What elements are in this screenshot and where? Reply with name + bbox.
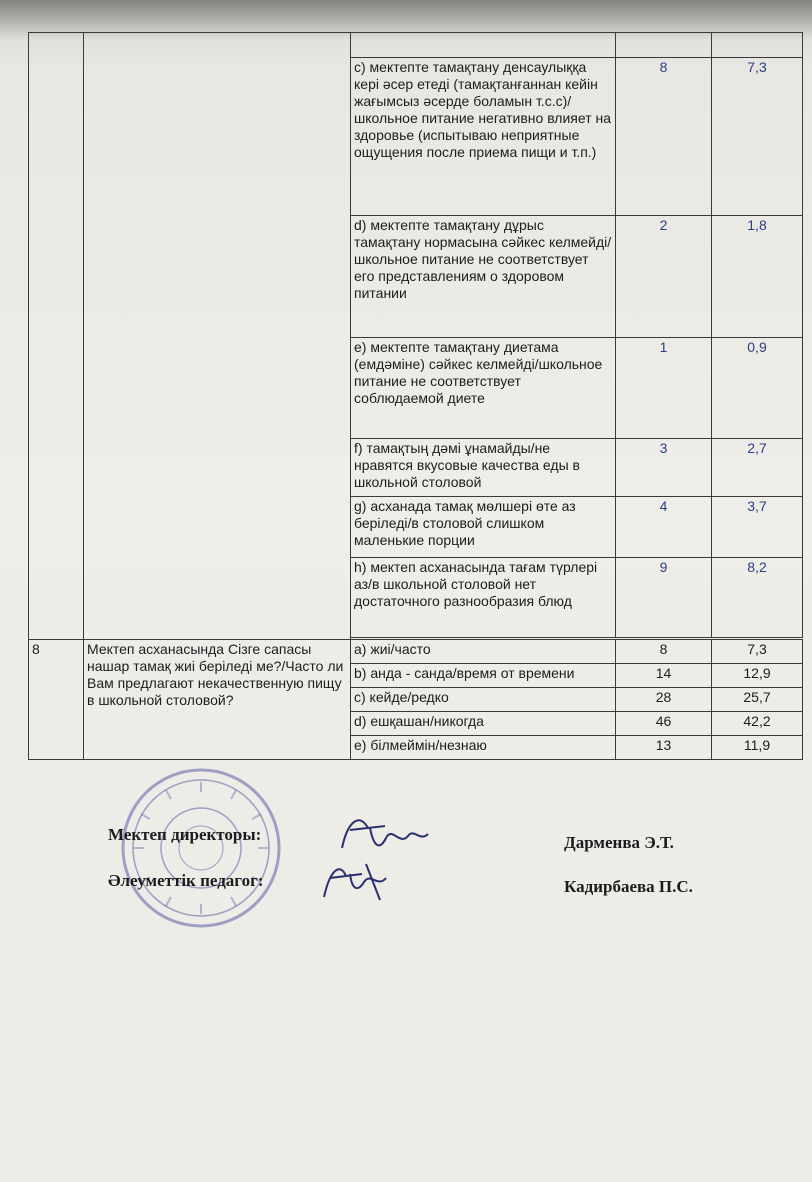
percent-cell: 3,7: [712, 497, 803, 558]
option-cell: d) мектепте тамақтану дұрыс тамақтану нормасына сәйкес келмейді/школьное питание не соответствует его представлениям о здоровом питании: [351, 216, 616, 338]
pedagogue-signature: [316, 852, 406, 907]
pedagogue-name: Кадирбаева П.С.: [564, 877, 693, 896]
option-cell: c) мектепте тамақтану денсаулыққа кері әсер етеді (тамақтанғаннан кейін жағымсыз әсерде боламын т.с.с)/школьное питание негативно влияет на здоровье (испытываю неприятные ощущения после приема пищи и т.п.): [351, 58, 616, 216]
director-title: Мектеп директоры:: [108, 825, 262, 844]
count-cell: 8: [616, 640, 712, 664]
survey-table: [28, 32, 803, 760]
count-cell: 8: [616, 58, 712, 216]
director-name: Дарменва Э.Т.: [564, 833, 674, 852]
empty-option-cell: [351, 33, 616, 58]
option-cell: f) тамақтың дәмі ұнамайды/не нравятся вкусовые качества еды в школьной столовой: [351, 439, 616, 497]
percent-cell: 11,9: [712, 736, 803, 760]
q7-number-cell: [29, 33, 84, 640]
percent-cell: 25,7: [712, 688, 803, 712]
option-cell: h) мектеп асханасында тағам түрлері аз/в школьной столовой нет достаточного разнообразия блюд: [351, 558, 616, 638]
percent-cell: 42,2: [712, 712, 803, 736]
question-number-cell: 8: [29, 640, 84, 760]
count-cell: 14: [616, 664, 712, 688]
percent-cell: 1,8: [712, 216, 803, 338]
option-cell: d) ешқашан/никогда: [351, 712, 616, 736]
option-cell: g) асханада тамақ мөлшері өте аз беріледі/в столовой слишком маленькие порции: [351, 497, 616, 558]
count-cell: 28: [616, 688, 712, 712]
count-cell: 2: [616, 216, 712, 338]
percent-cell: 12,9: [712, 664, 803, 688]
count-cell: 9: [616, 558, 712, 638]
count-cell: 13: [616, 736, 712, 760]
option-cell: c) кейде/редко: [351, 688, 616, 712]
percent-cell: 7,3: [712, 640, 803, 664]
table-row: [29, 33, 803, 58]
percent-cell: 2,7: [712, 439, 803, 497]
percent-cell: 0,9: [712, 338, 803, 439]
empty-percent-cell: [712, 33, 803, 58]
option-cell: e) білмеймін/незнаю: [351, 736, 616, 760]
signature-names: [564, 833, 804, 921]
option-cell: e) мектепте тамақтану диетама (емдәміне) сәйкес келмейді/школьное питание не соответствует соблюдаемой диете: [351, 338, 616, 439]
signature-titles: [108, 825, 288, 917]
count-cell: 46: [616, 712, 712, 736]
percent-cell: 8,2: [712, 558, 803, 638]
empty-count-cell: [616, 33, 712, 58]
option-cell: a) жиі/часто: [351, 640, 616, 664]
question-cell: Мектеп асханасында Сізге сапасы нашар тамақ жиі беріледі ме?/Часто ли Вам предлагают некачественную пищу в школьной столовой?: [84, 640, 351, 760]
count-cell: 1: [616, 338, 712, 439]
table-row: [29, 640, 803, 664]
count-cell: 4: [616, 497, 712, 558]
option-cell: b) анда - санда/время от времени: [351, 664, 616, 688]
q7-question-cell: [84, 33, 351, 640]
pedagogue-title: Әлеуметтік педагог:: [108, 871, 264, 890]
count-cell: 3: [616, 439, 712, 497]
percent-cell: 7,3: [712, 58, 803, 216]
